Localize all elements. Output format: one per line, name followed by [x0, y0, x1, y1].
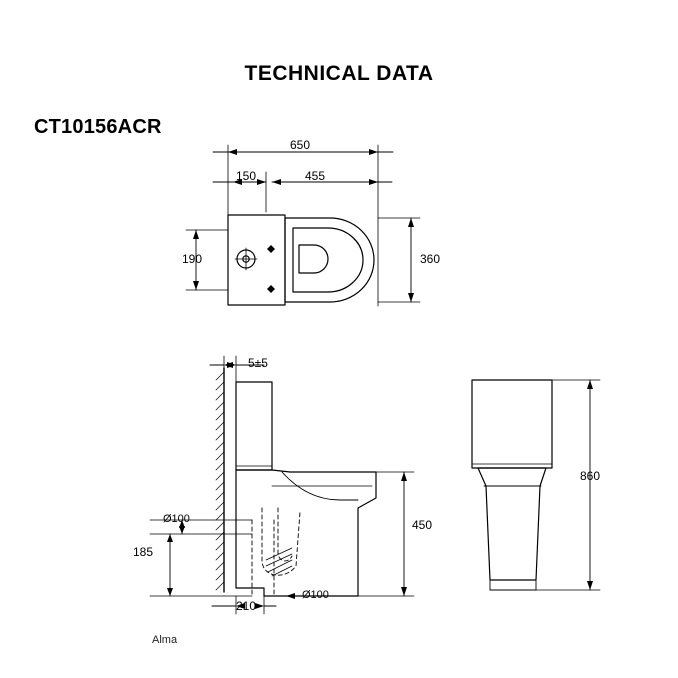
dim-total-height: 860 [580, 469, 601, 483]
dim-bowl-width: 360 [420, 252, 441, 266]
dim-cistern-depth: 150 [236, 169, 257, 183]
dim-inlet-height: 185 [133, 545, 154, 559]
dim-overall-length: 650 [290, 138, 311, 152]
dim-bowl-length: 455 [305, 169, 326, 183]
page-title: TECHNICAL DATA [244, 62, 434, 85]
dim-inlet-diameter: Ø100 [163, 513, 190, 525]
dim-outlet-diameter: Ø100 [302, 589, 329, 601]
dim-outlet-offset: 210 [236, 599, 257, 613]
dim-seat-height: 450 [412, 518, 433, 532]
dim-wall-gap: 5±5 [248, 356, 268, 370]
dim-cistern-width: 190 [182, 252, 203, 266]
model-code: CT10156ACR [34, 116, 162, 138]
brand-label: Alma [152, 634, 178, 646]
